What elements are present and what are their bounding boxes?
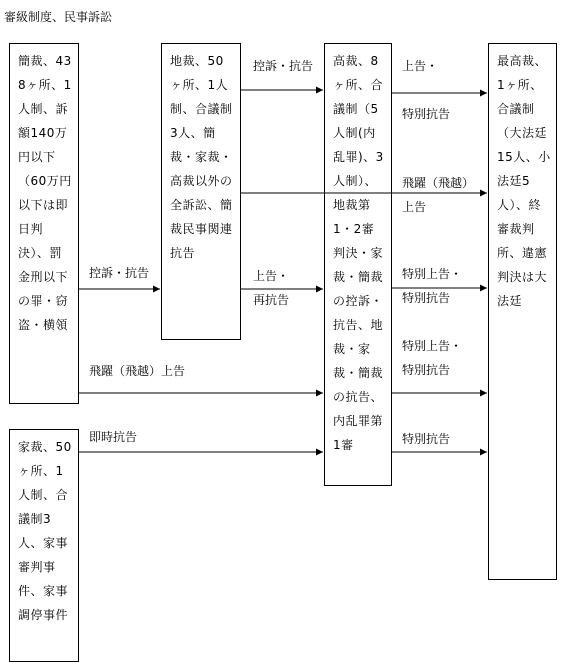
- family-court-box: 家裁、50ヶ所、1人制、合議制3人、家事審判事件、家事調停事件: [9, 429, 79, 662]
- high-court-box: 高裁、8ヶ所、合議制（5人制(内乱罪)、3人制）、地裁第1・2審判決・家裁・簡裁の控訴・抗告、地裁・家裁・簡裁の抗告、内乱罪第1審: [324, 43, 392, 486]
- label-high-to-supreme-2: 飛躍（飛越） 上告: [402, 176, 475, 214]
- label-high-to-supreme-4: 特別上告・ 特別抗告: [402, 339, 463, 377]
- label-jokoku-district-to-high: 上告・ 再抗告: [253, 269, 290, 307]
- label-high-to-supreme-1: 上告・ 特別抗告: [402, 59, 451, 121]
- label-appeal-district-to-high: 控訴・抗告: [253, 59, 314, 73]
- label-high-to-supreme-3: 特別上告・ 特別抗告: [402, 267, 463, 305]
- summary-court-box: 簡裁、438ヶ所、1人制、訴額140万円以下（60万円以下は即日判決）、罰金刑以下の罪・窃盗・横領: [9, 43, 79, 404]
- supreme-court-box: 最高裁、1ヶ所、合議制（大法廷15人、小法廷5人）、終審裁判所、違憲判決は大法廷: [488, 43, 557, 580]
- page-title: 審級制度、民事訴訟: [4, 10, 113, 24]
- label-leap-summary-to-high: 飛躍（飛越）上告: [89, 364, 186, 378]
- label-appeal-summary-to-district: 控訴・抗告: [89, 266, 150, 280]
- district-court-box: 地裁、50ヶ所、1人制、合議制3人、簡裁・家裁・高裁以外の全訴訟、簡裁民事関連抗告: [161, 43, 241, 340]
- label-high-to-supreme-5: 特別抗告: [402, 432, 451, 446]
- label-immediate-family-to-high: 即時抗告: [89, 430, 138, 444]
